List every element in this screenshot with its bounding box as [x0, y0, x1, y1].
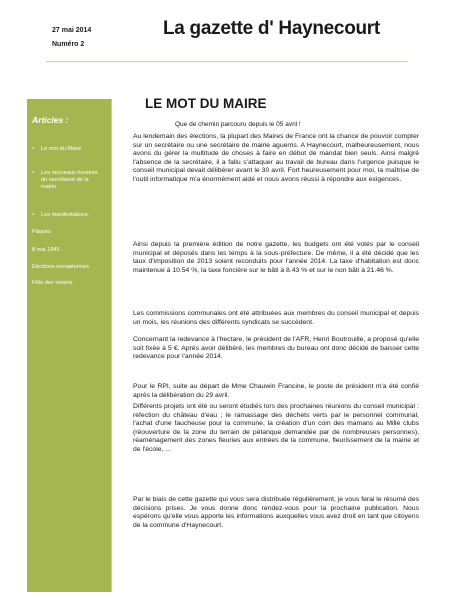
article-title: LE MOT DU MAIRE — [145, 96, 267, 111]
sidebar-item-label: Les nouveaux horaires — [41, 170, 98, 176]
newsletter-title: La gazette d' Haynecourt — [163, 18, 380, 39]
issue-number: Numéro 2 — [52, 41, 85, 48]
header-divider — [46, 61, 408, 62]
sidebar-item-label: Le mot du Maire — [41, 146, 82, 152]
sidebar-heading: Articles : — [32, 115, 69, 125]
sidebar-item-label: mairie — [41, 184, 57, 190]
sidebar-item-manifestations[interactable] — [32, 212, 108, 219]
article-paragraph: Au lendemain des élections, la plupart des Maires de France ont la chance de pouvoir compter sur un secrétaire ou une secrétaire de mairie aguerris. A Haynecourt, malheureusement, nous avons du gérer la multitude de choses à faire en début de mandat bien seuls. Ainsi malgré l'absence de la secrétaire, il a fallu s'attaquer au travail de bureau dans l'urgence puisque le conseil municipal devait délibérer avant le 30 avril. Fort heureusement pour moi, la maîtrise de l'outil informatique m'a énormément aidé et nous avons réussi à répondre aux exigences. — [133, 133, 419, 183]
sidebar-divider — [111, 99, 112, 592]
sidebar-event: 8 mai 1945 — [32, 247, 60, 253]
sidebar-event: Fête des voisins — [32, 280, 73, 286]
sidebar-item-label: Les manifestations : — [41, 212, 91, 218]
issue-date: 27 mai 2014 — [52, 27, 92, 34]
bullet-icon: • — [32, 212, 34, 218]
article-paragraph: Pour le RPI, suite au départ de Mme Chauwin Francine, le poste de président m'a été confié après la délibération du 29 avril. — [133, 383, 419, 399]
article-paragraph: Concernant la redevance à l'hectare, le président de l'AFR, Henri Boutrouille, a proposé qu'elle soit fixée à 5 €. Après avoir délibéré, les membres du bureau ont donc décidé de baisser cette redevance pour l'année 2014. — [133, 336, 419, 361]
sidebar-event: Elections européennes — [32, 264, 89, 270]
article-paragraph: Ainsi depuis la première édition de notre gazette, les budgets ont été votés par le conseil municipal et déposés dans les temps à la sous-préfecture. De même, il a été décidé que les taux d'imposition de 2013 soient reconduits pour l'année 2014. La taxe d'habitation est donc maintenue à 10.54 %, la taxe foncière sur le bâti à 8.43 % et sur le non bâti à 21.46 %. — [133, 241, 419, 274]
article-paragraph: Différents projets ont été ou seront étudiés lors des prochaines réunions du conseil municipal : réfection du château d'eau ; le ramassage des déchets verts par le personnel communal, l'achat d'une faucheuse pour la commune, la création d'un coin des mamans au Mille clubs (réouverture de la zone du terrain de pétanque demandée par de nombreuses personnes), réaménagement des zones fleuries aux entrées de la commune, fleurissement de la mairie et de l'école, ... — [133, 403, 419, 453]
articles-sidebar — [27, 99, 111, 592]
article-paragraph: Par le biais de cette gazette qui vous sera distribuée régulièrement, je vous ferai le résumé des décisions prises. Je vous donne donc rendez-vous pour la prochaine publication. Nous espérons qu'elle vous apporte les informations auxquelles vous avez droit en tant que citoyens de la commune d'Haynecourt. — [133, 496, 420, 529]
sidebar-item-horaires[interactable] — [32, 170, 108, 191]
sidebar-item-label: du secrétariat de la — [41, 177, 89, 183]
article-paragraph: Les commissions communales ont été attribuées aux membres du conseil municipal et depuis un mois, les réunions des différents syndicats se succèdent. — [133, 310, 419, 326]
sidebar-item-mot-du-maire[interactable] — [32, 146, 108, 153]
bullet-icon: • — [32, 170, 34, 176]
page-header — [0, 0, 450, 62]
sidebar-event: Pâques — [32, 229, 51, 235]
article-intro: Que de chemin parcouru depuis le 05 avril ! — [175, 121, 301, 128]
bullet-icon: • — [32, 146, 34, 152]
